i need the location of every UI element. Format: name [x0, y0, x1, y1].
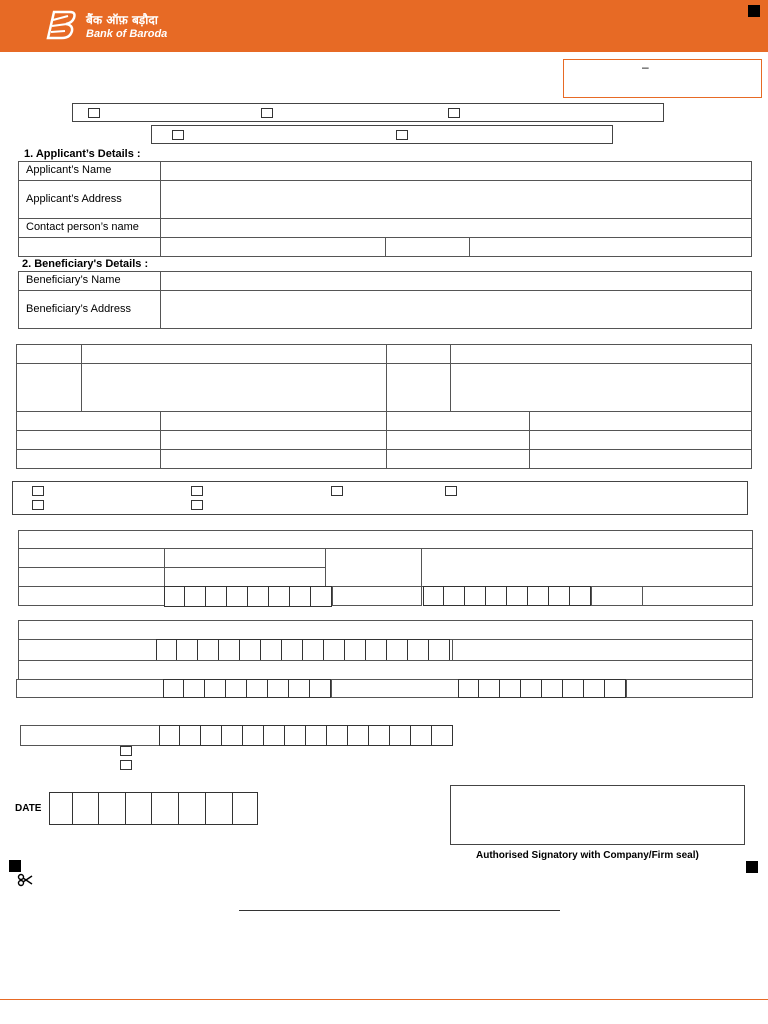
section-1-title: 1. Applicant’s Details :	[24, 148, 141, 160]
digit-box[interactable]	[247, 679, 268, 698]
table-b-r3-c3[interactable]	[386, 449, 530, 469]
table-b-r1-c4[interactable]	[529, 411, 752, 431]
digit-box[interactable]	[269, 586, 290, 607]
digit-box[interactable]	[311, 586, 332, 607]
digit-box[interactable]	[345, 639, 366, 661]
digit-box[interactable]	[184, 679, 205, 698]
digit-box[interactable]	[243, 725, 264, 746]
digit-box[interactable]	[549, 586, 570, 606]
beneficiary-address-label-cell	[18, 290, 161, 329]
digit-box[interactable]	[432, 725, 453, 746]
applicant-address-label: Applicant’s Address	[26, 193, 122, 205]
beneficiary-address-label: Beneficiary’s Address	[26, 303, 131, 315]
date-digit-box[interactable]	[233, 792, 258, 825]
table-a-cell-7[interactable]	[386, 363, 451, 412]
panel-checkbox-2[interactable]	[191, 486, 203, 496]
ifsc-digit-boxes[interactable]	[156, 639, 450, 661]
digit-box[interactable]	[261, 639, 282, 661]
digit-box[interactable]	[423, 586, 444, 606]
digit-box[interactable]	[486, 586, 507, 606]
section-2-title: 2. Beneficiary's Details :	[22, 258, 149, 270]
account-digit-boxes-4[interactable]	[458, 679, 626, 698]
applicant-name-label-cell	[18, 161, 161, 181]
digit-box[interactable]	[198, 639, 219, 661]
bank-r1-c1[interactable]	[18, 548, 165, 568]
digit-box[interactable]	[387, 639, 408, 661]
panel-checkbox-4[interactable]	[445, 486, 457, 496]
bank2-r2[interactable]	[18, 660, 753, 680]
digit-box[interactable]	[366, 639, 387, 661]
checkbox-panel	[12, 481, 748, 515]
digit-box[interactable]	[201, 725, 222, 746]
date-digit-box[interactable]	[73, 792, 99, 825]
small-checkbox-2[interactable]	[120, 760, 132, 770]
option-checkbox-3[interactable]	[448, 108, 460, 118]
bank2-r3-c1[interactable]	[16, 679, 164, 698]
digit-box[interactable]	[290, 586, 311, 607]
bank-r2-c1[interactable]	[18, 567, 165, 587]
contact-person-field[interactable]	[160, 218, 752, 238]
digit-box[interactable]	[285, 725, 306, 746]
table-a-cell-2[interactable]	[81, 344, 387, 364]
date-digit-box[interactable]	[49, 792, 73, 825]
account-digit-boxes-1[interactable]	[164, 586, 332, 607]
applicant-address-field[interactable]	[160, 180, 752, 219]
digit-box[interactable]	[542, 679, 563, 698]
panel-checkbox-3[interactable]	[331, 486, 343, 496]
panel-checkbox-6[interactable]	[191, 500, 203, 510]
bank2-r1-c3[interactable]	[452, 639, 753, 661]
date-digit-box[interactable]	[99, 792, 126, 825]
digit-box[interactable]	[458, 679, 479, 698]
cut-line	[239, 910, 560, 911]
table-b-r3-c4[interactable]	[529, 449, 752, 469]
panel-checkbox-1[interactable]	[32, 486, 44, 496]
panel-checkbox-5[interactable]	[32, 500, 44, 510]
digit-box[interactable]	[226, 679, 247, 698]
digit-box[interactable]	[205, 679, 226, 698]
registration-mark-right	[746, 861, 758, 873]
table-b-r3-c2[interactable]	[160, 449, 387, 469]
beneficiary-address-field[interactable]	[160, 290, 752, 329]
account-digit-boxes-3[interactable]	[163, 679, 331, 698]
option-row-2	[151, 125, 613, 144]
bank-r2-c2[interactable]	[164, 567, 326, 587]
digit-box[interactable]	[264, 725, 285, 746]
digit-box[interactable]	[444, 586, 465, 606]
digit-box[interactable]	[390, 725, 411, 746]
digit-box[interactable]	[206, 586, 227, 607]
digit-box[interactable]	[324, 639, 345, 661]
contact-person-label-cell	[18, 218, 161, 238]
table-b-r2-c4[interactable]	[529, 430, 752, 450]
date-digit-box[interactable]	[206, 792, 233, 825]
digit-box[interactable]	[408, 639, 429, 661]
digit-box[interactable]	[570, 586, 591, 606]
bank-r3-c6[interactable]	[642, 586, 753, 606]
digit-box[interactable]	[222, 725, 243, 746]
table-a-cell-3[interactable]	[386, 344, 451, 364]
date-digit-box[interactable]	[126, 792, 152, 825]
bank2-r3-c5[interactable]	[626, 679, 753, 698]
option-row-1	[72, 103, 664, 122]
date-label: DATE	[15, 803, 42, 814]
table-b-r1-c1[interactable]	[16, 411, 161, 431]
digit-box[interactable]	[289, 679, 310, 698]
applicant-extra-cell-3[interactable]	[385, 237, 470, 257]
table-b-r1-c2[interactable]	[160, 411, 387, 431]
date-digit-box[interactable]	[152, 792, 179, 825]
brand-hindi: बैंक ऑफ़ बड़ौदा	[86, 13, 158, 27]
digit-box[interactable]	[411, 725, 432, 746]
bank-r3-c1[interactable]	[18, 586, 165, 606]
digit-box[interactable]	[348, 725, 369, 746]
digit-box[interactable]	[177, 639, 198, 661]
option-checkbox-1[interactable]	[88, 108, 100, 118]
option-checkbox-2[interactable]	[261, 108, 273, 118]
table-b-r2-c2[interactable]	[160, 430, 387, 450]
table-a-cell-4[interactable]	[450, 344, 752, 364]
beneficiary-name-label-cell	[18, 271, 161, 291]
digit-box[interactable]	[465, 586, 486, 606]
digit-box[interactable]	[248, 586, 269, 607]
contact-person-label: Contact person’s name	[26, 221, 139, 233]
bank-r1-c2[interactable]	[164, 548, 326, 568]
table-b-r2-c1[interactable]	[16, 430, 161, 450]
bank2-r3-c3[interactable]	[331, 679, 459, 698]
applicant-extra-cell-2[interactable]	[160, 237, 386, 257]
digit-box[interactable]	[185, 586, 206, 607]
digit-box[interactable]	[163, 679, 184, 698]
beneficiary-name-label: Beneficiary’s Name	[26, 274, 121, 286]
digit-box[interactable]	[584, 679, 605, 698]
digit-box[interactable]	[227, 586, 248, 607]
date-digit-boxes[interactable]	[49, 792, 258, 825]
registration-mark-left	[9, 860, 21, 872]
date-digit-box[interactable]	[179, 792, 206, 825]
bank-r3-c5[interactable]	[591, 586, 643, 606]
digit-box[interactable]	[528, 586, 549, 606]
beneficiary-name-field[interactable]	[160, 271, 752, 291]
table-a-cell-8[interactable]	[450, 363, 752, 412]
digit-box[interactable]	[479, 679, 500, 698]
reference-box[interactable]	[563, 59, 762, 98]
applicant-extra-cell-4[interactable]	[469, 237, 752, 257]
signature-caption: Authorised Signatory with Company/Firm seal)	[476, 850, 699, 861]
bank-r3-c3[interactable]	[332, 586, 422, 606]
digit-box[interactable]	[605, 679, 626, 698]
digit-box[interactable]	[369, 725, 390, 746]
bank-section-header	[18, 530, 753, 549]
digit-box[interactable]	[282, 639, 303, 661]
scissors-icon	[17, 873, 33, 887]
table-a-cell-1[interactable]	[16, 344, 82, 364]
applicant-name-field[interactable]	[160, 161, 752, 181]
bank-merged-cell[interactable]	[325, 548, 422, 587]
bank2-r1-c1[interactable]	[18, 639, 157, 661]
table-b-r2-c3[interactable]	[386, 430, 530, 450]
digit-box[interactable]	[156, 639, 177, 661]
small-checkbox-1[interactable]	[120, 746, 132, 756]
table-b-r1-c3[interactable]	[386, 411, 530, 431]
digit-box[interactable]	[327, 725, 348, 746]
amount-digit-boxes[interactable]	[159, 725, 453, 746]
page-header	[0, 0, 768, 52]
digit-box[interactable]	[219, 639, 240, 661]
table-a-cell-5[interactable]	[16, 363, 82, 412]
registration-mark-top-right	[748, 5, 760, 17]
digit-box[interactable]	[240, 639, 261, 661]
digit-box[interactable]	[164, 586, 185, 607]
applicant-address-label-cell	[18, 180, 161, 219]
brand-english: Bank of Baroda	[86, 28, 168, 40]
bob-logo-icon	[44, 8, 78, 42]
account-digit-boxes-2[interactable]	[423, 586, 591, 606]
digit-box[interactable]	[303, 639, 324, 661]
applicant-name-label: Applicant’s Name	[26, 164, 112, 176]
digit-box[interactable]	[521, 679, 542, 698]
reference-dash: –	[642, 60, 649, 74]
option-checkbox-4[interactable]	[172, 130, 184, 140]
table-a-cell-6[interactable]	[81, 363, 387, 412]
option-checkbox-5[interactable]	[396, 130, 408, 140]
footer-rule	[0, 999, 768, 1000]
digit-box[interactable]	[429, 639, 450, 661]
digit-box[interactable]	[180, 725, 201, 746]
bank2-header	[18, 620, 753, 640]
digit-box[interactable]	[507, 586, 528, 606]
signature-box[interactable]	[450, 785, 745, 845]
digit-box[interactable]	[306, 725, 327, 746]
table-b-r3-c1[interactable]	[16, 449, 161, 469]
applicant-extra-cell-1[interactable]	[18, 237, 161, 257]
digit-box[interactable]	[159, 725, 180, 746]
digit-box[interactable]	[500, 679, 521, 698]
bank-right-tall-cell[interactable]	[421, 548, 753, 587]
digit-box[interactable]	[563, 679, 584, 698]
digit-box[interactable]	[268, 679, 289, 698]
digit-box[interactable]	[310, 679, 331, 698]
amount-label-cell[interactable]	[20, 725, 160, 746]
